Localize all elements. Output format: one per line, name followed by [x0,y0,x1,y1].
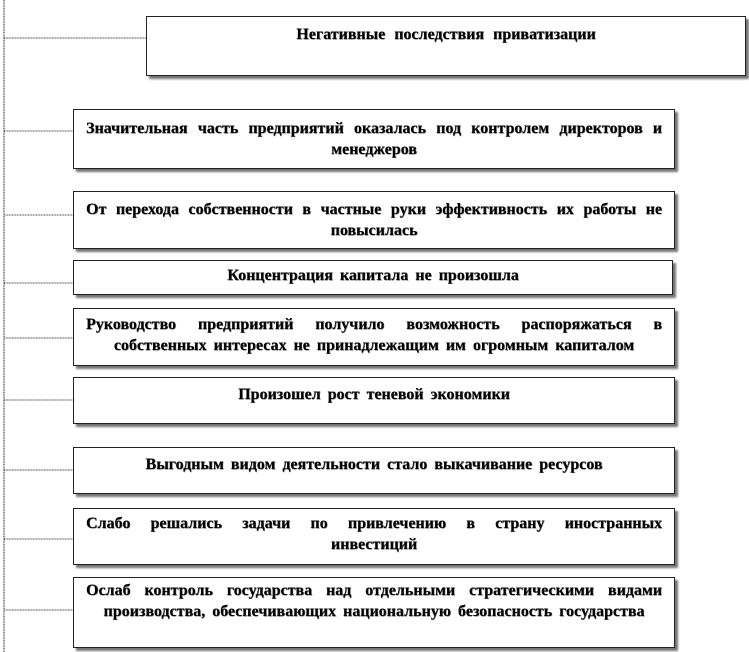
consequence-text-2: От перехода собственности в частные руки эффективность их работы не повысилась [86,201,662,239]
diagram-title-box [146,16,746,76]
consequence-box-2 [73,191,675,249]
consequence-box-1 [73,109,675,169]
consequence-text-5: Произошел рост теневой экономики [238,386,510,403]
consequence-text-1: Значительная часть предприятий оказалась под контролем директоров и менеджеров [86,120,662,158]
consequence-box-3 [73,260,673,295]
consequence-box-5 [73,377,675,424]
consequence-box-4 [73,308,675,366]
consequence-text-3: Концентрация капитала не произошла [227,267,519,284]
diagram-title: Негативные последствия приватизации [296,26,596,43]
consequence-text-4: Руководство предприятий получило возможность распоряжаться в собственных интересах не принадлежащим им огромным капиталом [86,316,662,354]
consequence-box-8 [73,577,675,648]
consequence-box-6 [73,447,675,494]
consequence-text-8: Ослаб контроль государства над отдельными стратегическими видами производства, обеспечивающих национальную безопасность государства [86,582,662,620]
consequence-box-7 [73,508,675,565]
consequence-text-6: Выгодным видом деятельности стало выкачивание ресурсов [145,456,603,473]
consequence-text-7: Слабо решались задачи по привлечению в страну иностранных инвестиций [86,515,662,553]
